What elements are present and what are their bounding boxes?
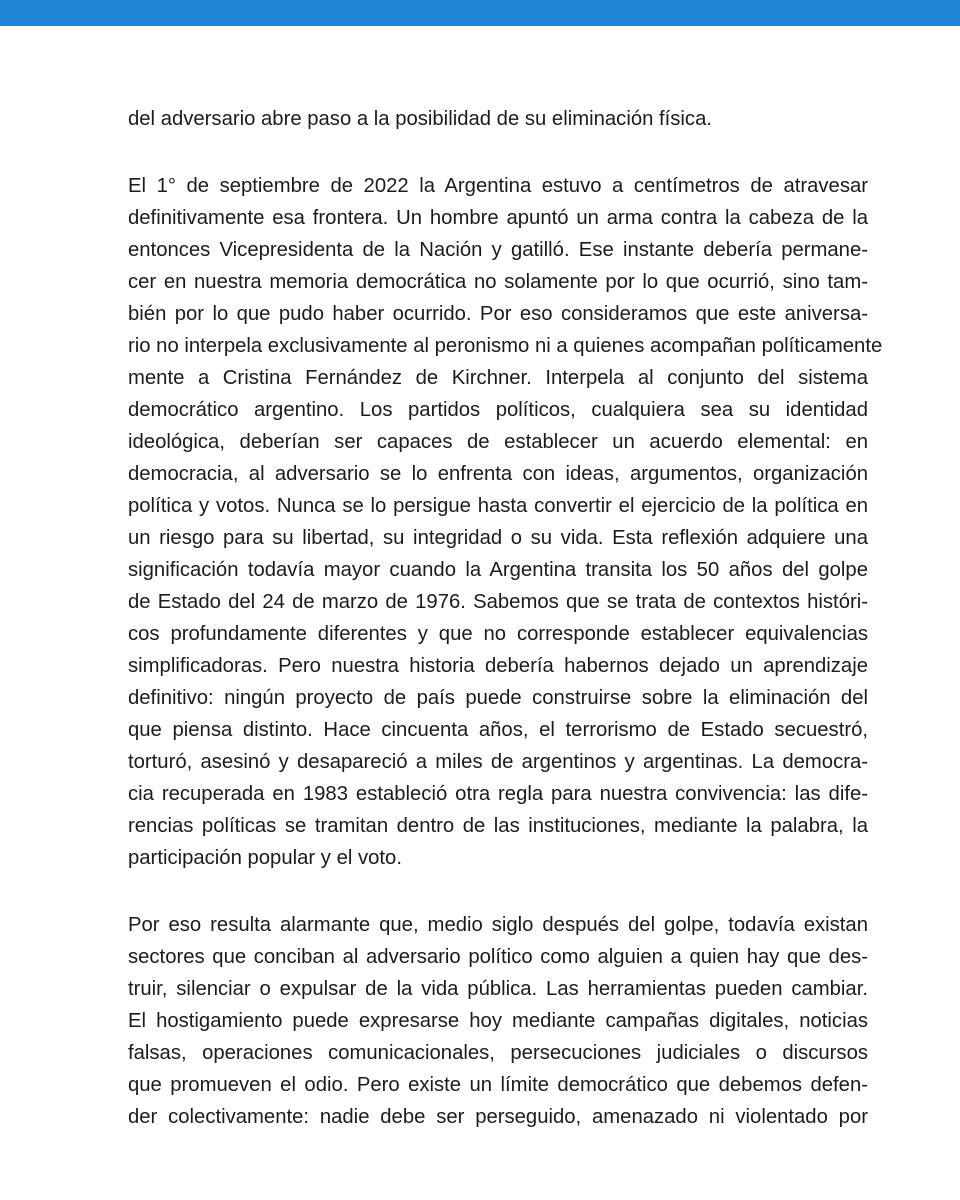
text-line: cia recuperada en 1983 estableció otra regla para nuestra convivencia: las dife- — [128, 783, 868, 805]
text-line: de Estado del 24 de marzo de 1976. Sabemos que se trata de contextos históri- — [128, 591, 868, 613]
document-body — [128, 103, 883, 1133]
text-line: bién por lo que pudo haber ocurrido. Por eso consideramos que este aniversa- — [128, 303, 868, 325]
text-line: cer en nuestra memoria democrática no solamente por lo que ocurrió, sino tam- — [128, 271, 868, 293]
top-accent-bar — [0, 0, 960, 26]
text-line: definitivamente esa frontera. Un hombre apuntó un arma contra la cabeza de la — [128, 207, 868, 229]
paragraph-gap — [128, 874, 868, 909]
text-line: Por eso resulta alarmante que, medio siglo después del golpe, todavía existan — [128, 914, 868, 936]
text-line: truir, silenciar o expulsar de la vida pública. Las herramientas pueden cambiar. — [128, 978, 868, 1000]
text-line: significación todavía mayor cuando la Argentina transita los 50 años del golpe — [128, 559, 868, 581]
paragraph-gap — [128, 135, 868, 170]
text-line: mente a Cristina Fernández de Kirchner. Interpela al conjunto del sistema — [128, 367, 868, 389]
text-line: democracia, al adversario se lo enfrenta con ideas, argumentos, organización — [128, 463, 868, 485]
text-line: entonces Vicepresidenta de la Nación y gatilló. Ese instante debería permane- — [128, 239, 868, 261]
text-line: definitivo: ningún proyecto de país puede construirse sobre la eliminación del — [128, 687, 868, 709]
text-line: El hostigamiento puede expresarse hoy mediante campañas digitales, noticias — [128, 1010, 868, 1032]
text-line: que piensa distinto. Hace cincuenta años, el terrorismo de Estado secuestró, — [128, 719, 868, 741]
text-line: democrático argentino. Los partidos políticos, cualquiera sea su identidad — [128, 399, 868, 421]
text-line: El 1° de septiembre de 2022 la Argentina estuvo a centímetros de atravesar — [128, 175, 868, 197]
text-line: sectores que conciban al adversario político como alguien a quien hay que des- — [128, 946, 868, 968]
text-line: participación popular y el voto. — [128, 847, 402, 869]
text-line: que promueven el odio. Pero existe un límite democrático que debemos defen- — [128, 1074, 868, 1096]
text-line: un riesgo para su libertad, su integridad o su vida. Esta reflexión adquiere una — [128, 527, 868, 549]
text-line: rio no interpela exclusivamente al peronismo ni a quienes acompañan políticamente — [128, 335, 883, 357]
paragraph — [128, 103, 868, 135]
paragraph — [128, 170, 883, 874]
text-line: simplificadoras. Pero nuestra historia debería habernos dejado un aprendizaje — [128, 655, 868, 677]
text-line: rencias políticas se tramitan dentro de las instituciones, mediante la palabra, la — [128, 815, 868, 837]
text-line: der colectivamente: nadie debe ser perseguido, amenazado ni violentado por — [128, 1106, 868, 1128]
paragraph — [128, 909, 868, 1133]
text-line: política y votos. Nunca se lo persigue hasta convertir el ejercicio de la política en — [128, 495, 868, 517]
text-line: ideológica, deberían ser capaces de establecer un acuerdo elemental: en — [128, 431, 868, 453]
text-line: del adversario abre paso a la posibilidad de su eliminación física. — [128, 108, 712, 130]
text-line: cos profundamente diferentes y que no corresponde establecer equivalencias — [128, 623, 868, 645]
text-line: falsas, operaciones comunicacionales, persecuciones judiciales o discursos — [128, 1042, 868, 1064]
text-line: torturó, asesinó y desapareció a miles de argentinos y argentinas. La democra- — [128, 751, 868, 773]
